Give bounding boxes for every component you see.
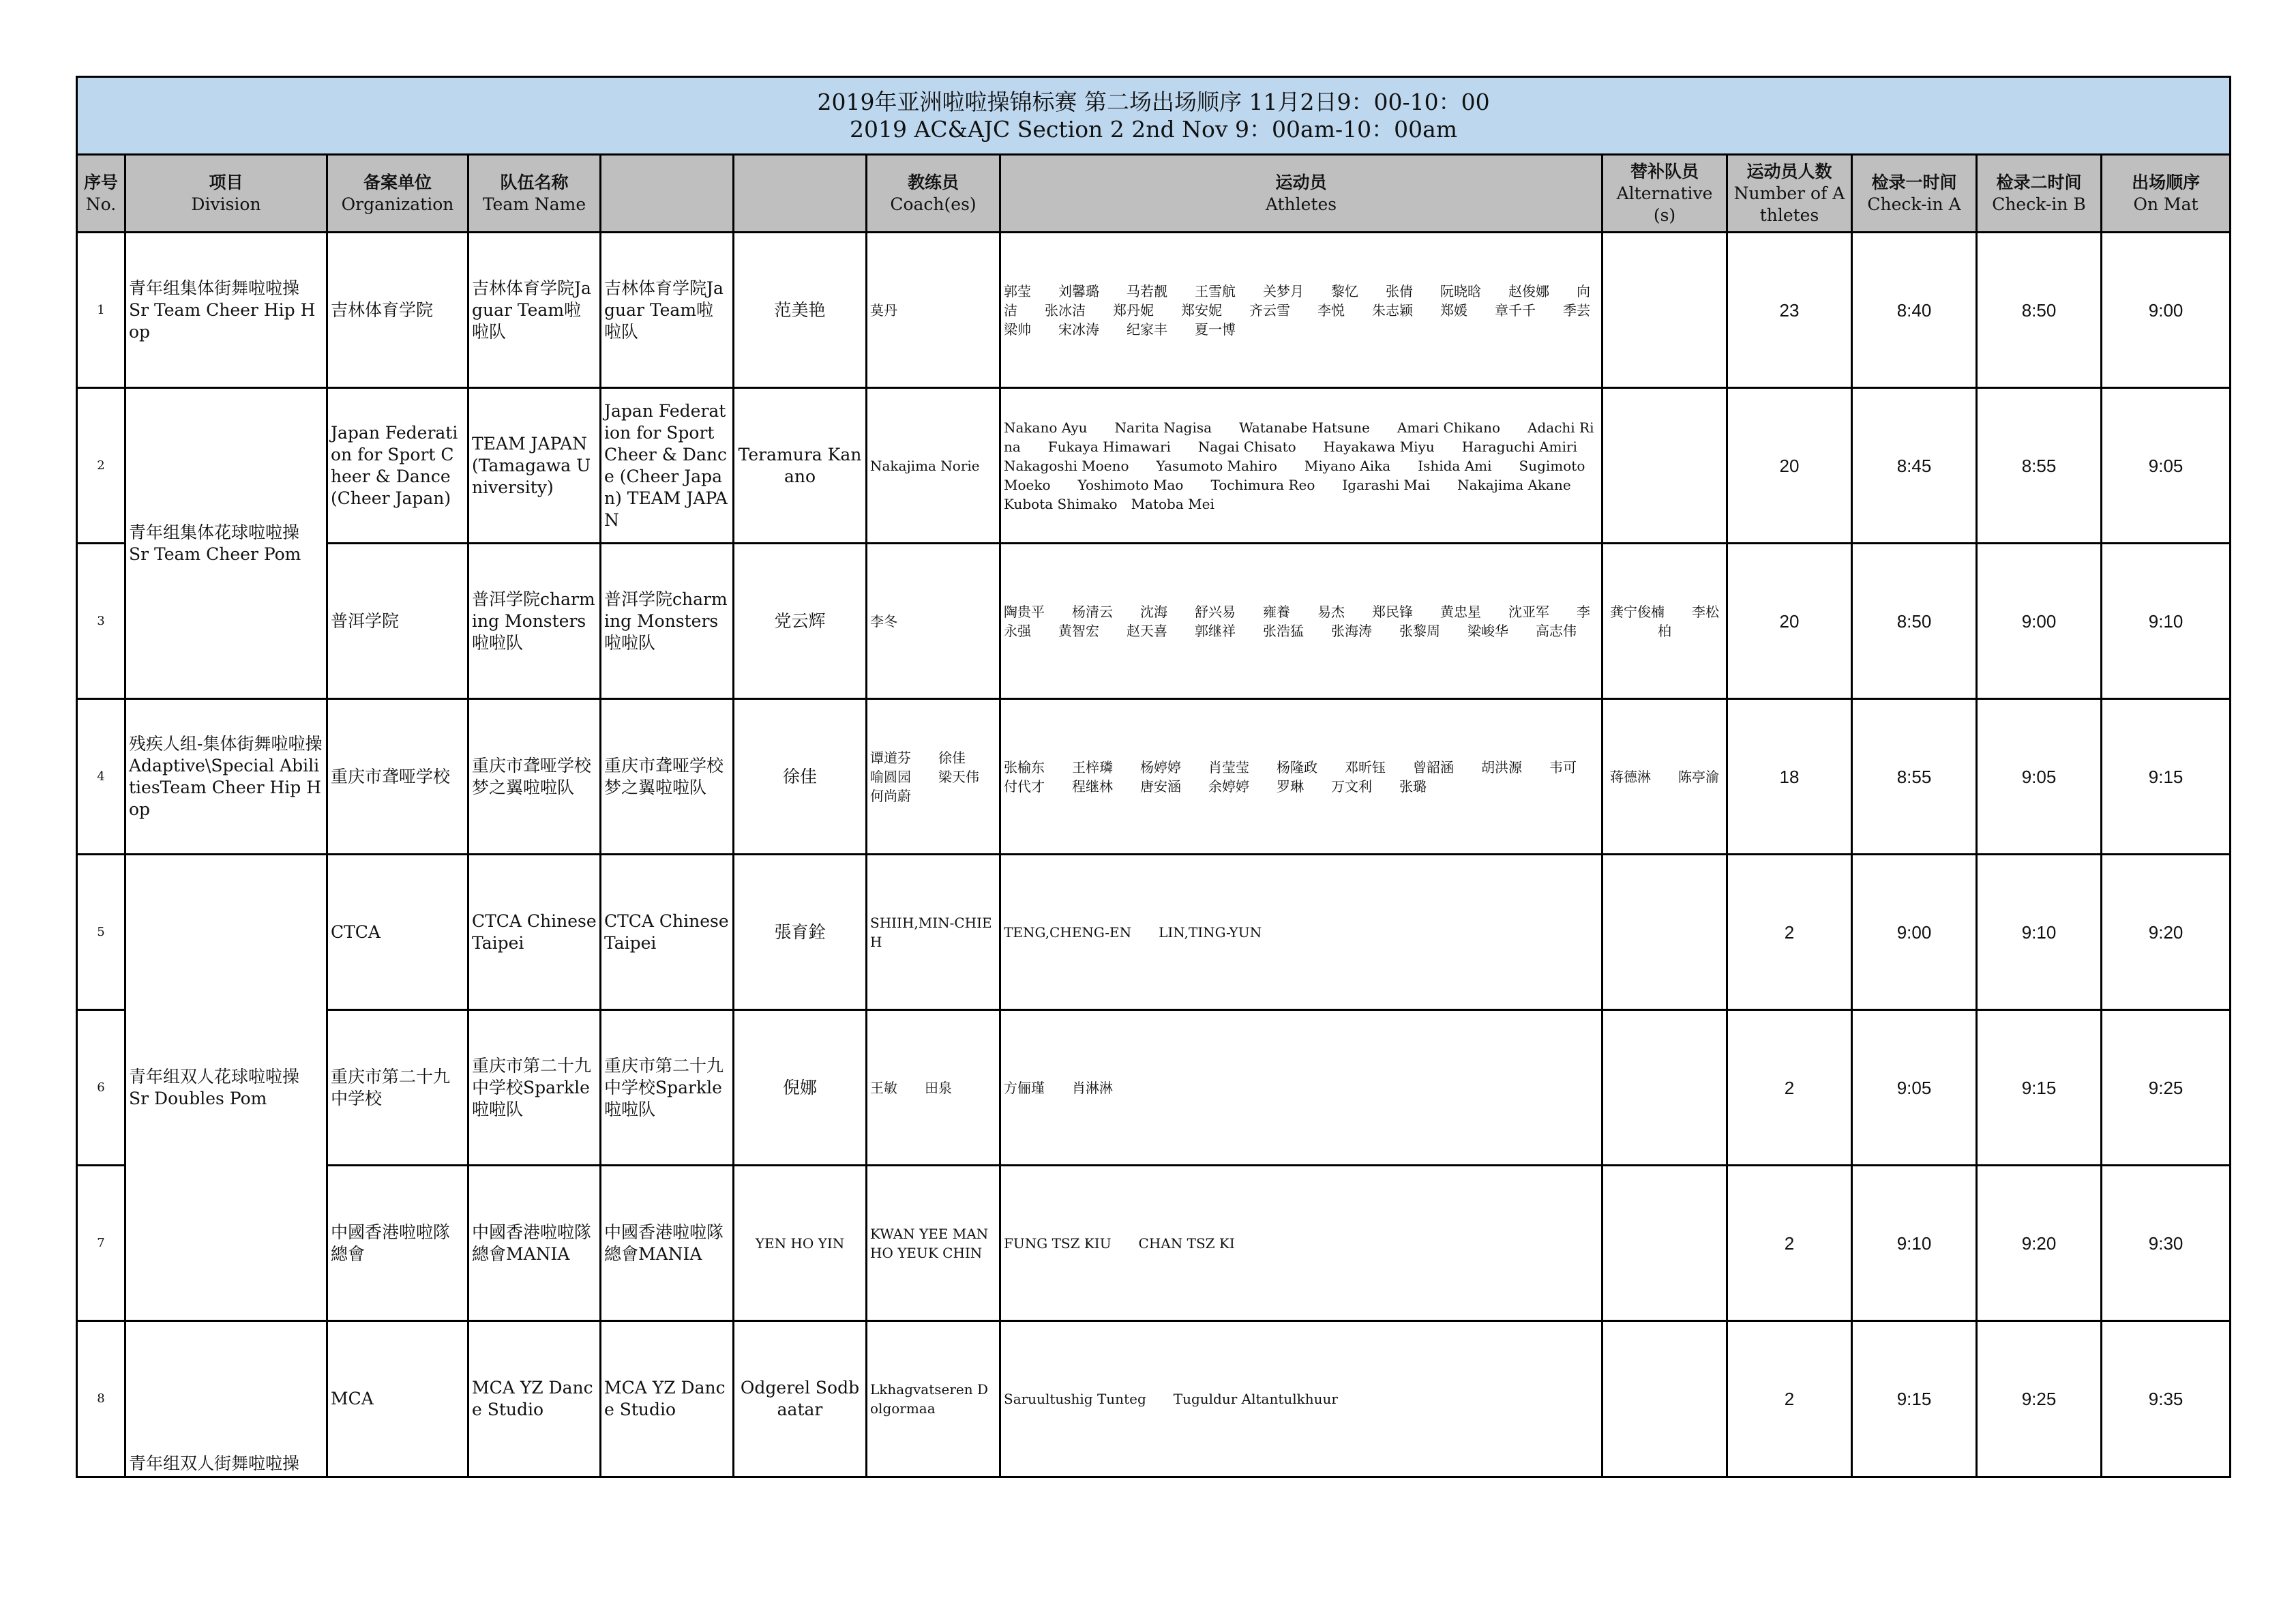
check-b-cell: 9:00 — [1977, 544, 2102, 699]
athletes-cell: 方俪瑾 肖淋淋 — [1000, 1010, 1602, 1166]
team-cell-2: CTCA Chinese Taipei — [601, 855, 734, 1010]
team-cell-2: 重庆市聋哑学校梦之翼啦啦队 — [601, 699, 734, 855]
row-no: 3 — [77, 544, 125, 699]
check-b-cell: 9:15 — [1977, 1010, 2102, 1166]
count-cell: 20 — [1727, 544, 1852, 699]
on-mat-cell: 9:35 — [2102, 1321, 2231, 1477]
check-b-cell: 9:20 — [1977, 1166, 2102, 1321]
team-cell-2: 中國香港啦啦隊總會MANIA — [601, 1166, 734, 1321]
header-no: 序号 No. — [77, 155, 125, 233]
row-no: 2 — [77, 388, 125, 544]
division-cell: 青年组双人花球啦啦操 Sr Doubles Pom — [125, 855, 327, 1321]
team-cell-2: MCA YZ Dance Studio — [601, 1321, 734, 1477]
on-mat-cell: 9:15 — [2102, 699, 2231, 855]
athletes-cell: 郭莹 刘馨璐 马若靓 王雪航 关梦月 黎忆 张倩 阮晓晗 赵俊娜 向洁 张冰洁 郑丹妮 郑安妮 齐云雪 李悦 朱志颖 郑媛 章千千 季芸 梁帅 宋冰涛 纪家丰 夏一博 — [1000, 233, 1602, 388]
coach-cell: 王敏 田泉 — [867, 1010, 1000, 1166]
alternative-cell: 龚宁俊楠 李松柏 — [1602, 544, 1727, 699]
count-cell: 23 — [1727, 233, 1852, 388]
division-cell — [125, 1321, 327, 1477]
row-no: 5 — [77, 855, 125, 1010]
check-a-cell: 8:50 — [1852, 544, 1977, 699]
header-row — [77, 155, 2231, 233]
coach-cell: SHIIH,MIN-CHIEH — [867, 855, 1000, 1010]
coach-cell: KWAN YEE MAN HO YEUK CHIN — [867, 1166, 1000, 1321]
leader-cell: 范美艳 — [734, 233, 867, 388]
leader-cell: Teramura Kanano — [734, 388, 867, 544]
athletes-cell: TENG,CHENG-EN LIN,TING-YUN — [1000, 855, 1602, 1010]
team-cell-2: 吉林体育学院Jaguar Team啦啦队 — [601, 233, 734, 388]
check-a-cell: 9:00 — [1852, 855, 1977, 1010]
alternative-cell — [1602, 388, 1727, 544]
count-cell: 18 — [1727, 699, 1852, 855]
leader-cell: 党云辉 — [734, 544, 867, 699]
team-cell: 吉林体育学院Jaguar Team啦啦队 — [468, 233, 601, 388]
coach-cell: Lkhagvatseren Dolgormaa — [867, 1321, 1000, 1477]
organization-cell: MCA — [327, 1321, 468, 1477]
leader-cell: 張育銓 — [734, 855, 867, 1010]
athletes-cell: Nakano Ayu Narita Nagisa Watanabe Hatsune Amari Chikano Adachi Rina Fukaya Himawari Nagai Chisato Hayakawa Miyu Haraguchi Amiri Nakagoshi Moeno Yasumoto Mahiro Miyano Aika Ishida Ami Sugimoto Moeko Yoshimoto Mao Tochimura Reo Igarashi Mai Nakajima Akane Kubota Shimako Matoba Mei — [1000, 388, 1602, 544]
header-check-a: 检录一时间 Check-in A — [1852, 155, 1977, 233]
check-a-cell: 8:55 — [1852, 699, 1977, 855]
header-count: 运动员人数 Number of Athletes — [1727, 155, 1852, 233]
organization-cell: 吉林体育学院 — [327, 233, 468, 388]
organization-cell: 中國香港啦啦隊總會 — [327, 1166, 468, 1321]
check-a-cell: 8:40 — [1852, 233, 1977, 388]
check-b-cell: 9:25 — [1977, 1321, 2102, 1477]
team-cell: MCA YZ Dance Studio — [468, 1321, 601, 1477]
on-mat-cell: 9:20 — [2102, 855, 2231, 1010]
check-b-cell: 9:10 — [1977, 855, 2102, 1010]
division-cell: 青年组集体街舞啦啦操 Sr Team Cheer Hip Hop — [125, 233, 327, 388]
header-alternative: 替补队员 Alternative(s) — [1602, 155, 1727, 233]
check-b-cell: 8:50 — [1977, 233, 2102, 388]
sheet-title — [77, 77, 2231, 155]
leader-cell: YEN HO YIN — [734, 1166, 867, 1321]
table-row — [77, 233, 2231, 388]
organization-cell: 重庆市聋哑学校 — [327, 699, 468, 855]
team-cell: 中國香港啦啦隊總會MANIA — [468, 1166, 601, 1321]
row-no: 6 — [77, 1010, 125, 1166]
coach-cell: Nakajima Norie — [867, 388, 1000, 544]
team-cell: 重庆市第二十九中学校Sparkle啦啦队 — [468, 1010, 601, 1166]
team-cell: 重庆市聋哑学校梦之翼啦啦队 — [468, 699, 601, 855]
organization-cell: 重庆市第二十九中学校 — [327, 1010, 468, 1166]
header-check-b: 检录二时间 Check-in B — [1977, 155, 2102, 233]
table-row — [77, 1321, 2231, 1477]
organization-cell: Japan Federation for Sport Cheer & Dance (Cheer Japan) — [327, 388, 468, 544]
header-blank-2 — [734, 155, 867, 233]
team-cell-2: Japan Federation for Sport Cheer & Dance (Cheer Japan) TEAM JAPAN — [601, 388, 734, 544]
count-cell: 20 — [1727, 388, 1852, 544]
leader-cell: 徐佳 — [734, 699, 867, 855]
table-row — [77, 855, 2231, 1010]
athletes-cell: Saruultushig Tunteg Tuguldur Altantulkhuur — [1000, 1321, 1602, 1477]
alternative-cell — [1602, 1010, 1727, 1166]
team-cell-2: 重庆市第二十九中学校Sparkle啦啦队 — [601, 1010, 734, 1166]
row-no: 7 — [77, 1166, 125, 1321]
team-cell: 普洱学院charming Monsters啦啦队 — [468, 544, 601, 699]
count-cell: 2 — [1727, 1010, 1852, 1166]
athletes-cell: 陶贵平 杨清云 沈海 舒兴易 雍養 易杰 郑民锋 黄忠星 沈亚军 李永强 黄智宏 赵天喜 郭继祥 张浩猛 张海涛 张黎周 梁峻华 高志伟 — [1000, 544, 1602, 699]
coach-cell: 谭道芬 徐佳 喻圆园 梁天伟 何尚蔚 — [867, 699, 1000, 855]
leader-cell: 倪娜 — [734, 1010, 867, 1166]
start-order-table — [76, 76, 2231, 1478]
organization-cell: 普洱学院 — [327, 544, 468, 699]
alternative-cell: 蒋德淋 陈亭渝 — [1602, 699, 1727, 855]
count-cell: 2 — [1727, 855, 1852, 1010]
division-cell: 残疾人组-集体街舞啦啦操 Adaptive\Special AbilitiesTeam Cheer Hip Hop — [125, 699, 327, 855]
coach-cell: 莫丹 — [867, 233, 1000, 388]
organization-cell: CTCA — [327, 855, 468, 1010]
team-cell-2: 普洱学院charming Monsters啦啦队 — [601, 544, 734, 699]
on-mat-cell: 9:30 — [2102, 1166, 2231, 1321]
check-a-cell: 9:05 — [1852, 1010, 1977, 1166]
division-cell: 青年组集体花球啦啦操 Sr Team Cheer Pom — [125, 388, 327, 699]
alternative-cell — [1602, 1166, 1727, 1321]
count-cell: 2 — [1727, 1166, 1852, 1321]
on-mat-cell: 9:00 — [2102, 233, 2231, 388]
table-row — [77, 544, 2231, 699]
alternative-cell — [1602, 233, 1727, 388]
header-organization: 备案单位 Organization — [327, 155, 468, 233]
table-row — [77, 1166, 2231, 1321]
on-mat-cell: 9:25 — [2102, 1010, 2231, 1166]
coach-cell: 李冬 — [867, 544, 1000, 699]
count-cell: 2 — [1727, 1321, 1852, 1477]
header-team: 队伍名称 Team Name — [468, 155, 601, 233]
check-a-cell: 9:10 — [1852, 1166, 1977, 1321]
division-label: 青年组双人街舞啦啦操 — [129, 1453, 300, 1473]
check-b-cell: 8:55 — [1977, 388, 2102, 544]
title-en: 2019 AC&AJC Section 2 2nd Nov 9：00am-10：00am — [850, 115, 1458, 143]
on-mat-cell: 9:10 — [2102, 544, 2231, 699]
header-blank-1 — [601, 155, 734, 233]
alternative-cell — [1602, 1321, 1727, 1477]
table-row — [77, 1010, 2231, 1166]
check-a-cell: 9:15 — [1852, 1321, 1977, 1477]
check-a-cell: 8:45 — [1852, 388, 1977, 544]
athletes-cell: FUNG TSZ KIU CHAN TSZ KI — [1000, 1166, 1602, 1321]
on-mat-cell: 9:05 — [2102, 388, 2231, 544]
table-row — [77, 388, 2231, 544]
title-zh: 2019年亚洲啦啦操锦标赛 第二场出场顺序 11月2日9：00-10：00 — [817, 88, 1490, 115]
team-cell: TEAM JAPAN (Tamagawa University) — [468, 388, 601, 544]
athletes-cell: 张榆东 王梓璘 杨婷婷 肖莹莹 杨隆政 邓昕钰 曾韶涵 胡洪源 韦可 付代才 程继林 唐安涵 余婷婷 罗琳 万文利 张璐 — [1000, 699, 1602, 855]
table-row — [77, 699, 2231, 855]
alternative-cell — [1602, 855, 1727, 1010]
header-on-mat: 出场顺序 On Mat — [2102, 155, 2231, 233]
leader-cell: Odgerel Sodbaatar — [734, 1321, 867, 1477]
header-athletes: 运动员 Athletes — [1000, 155, 1602, 233]
row-no: 1 — [77, 233, 125, 388]
team-cell: CTCA Chinese Taipei — [468, 855, 601, 1010]
header-coach: 教练员 Coach(es) — [867, 155, 1000, 233]
check-b-cell: 9:05 — [1977, 699, 2102, 855]
header-division: 项目 Division — [125, 155, 327, 233]
row-no: 4 — [77, 699, 125, 855]
row-no: 8 — [77, 1321, 125, 1477]
